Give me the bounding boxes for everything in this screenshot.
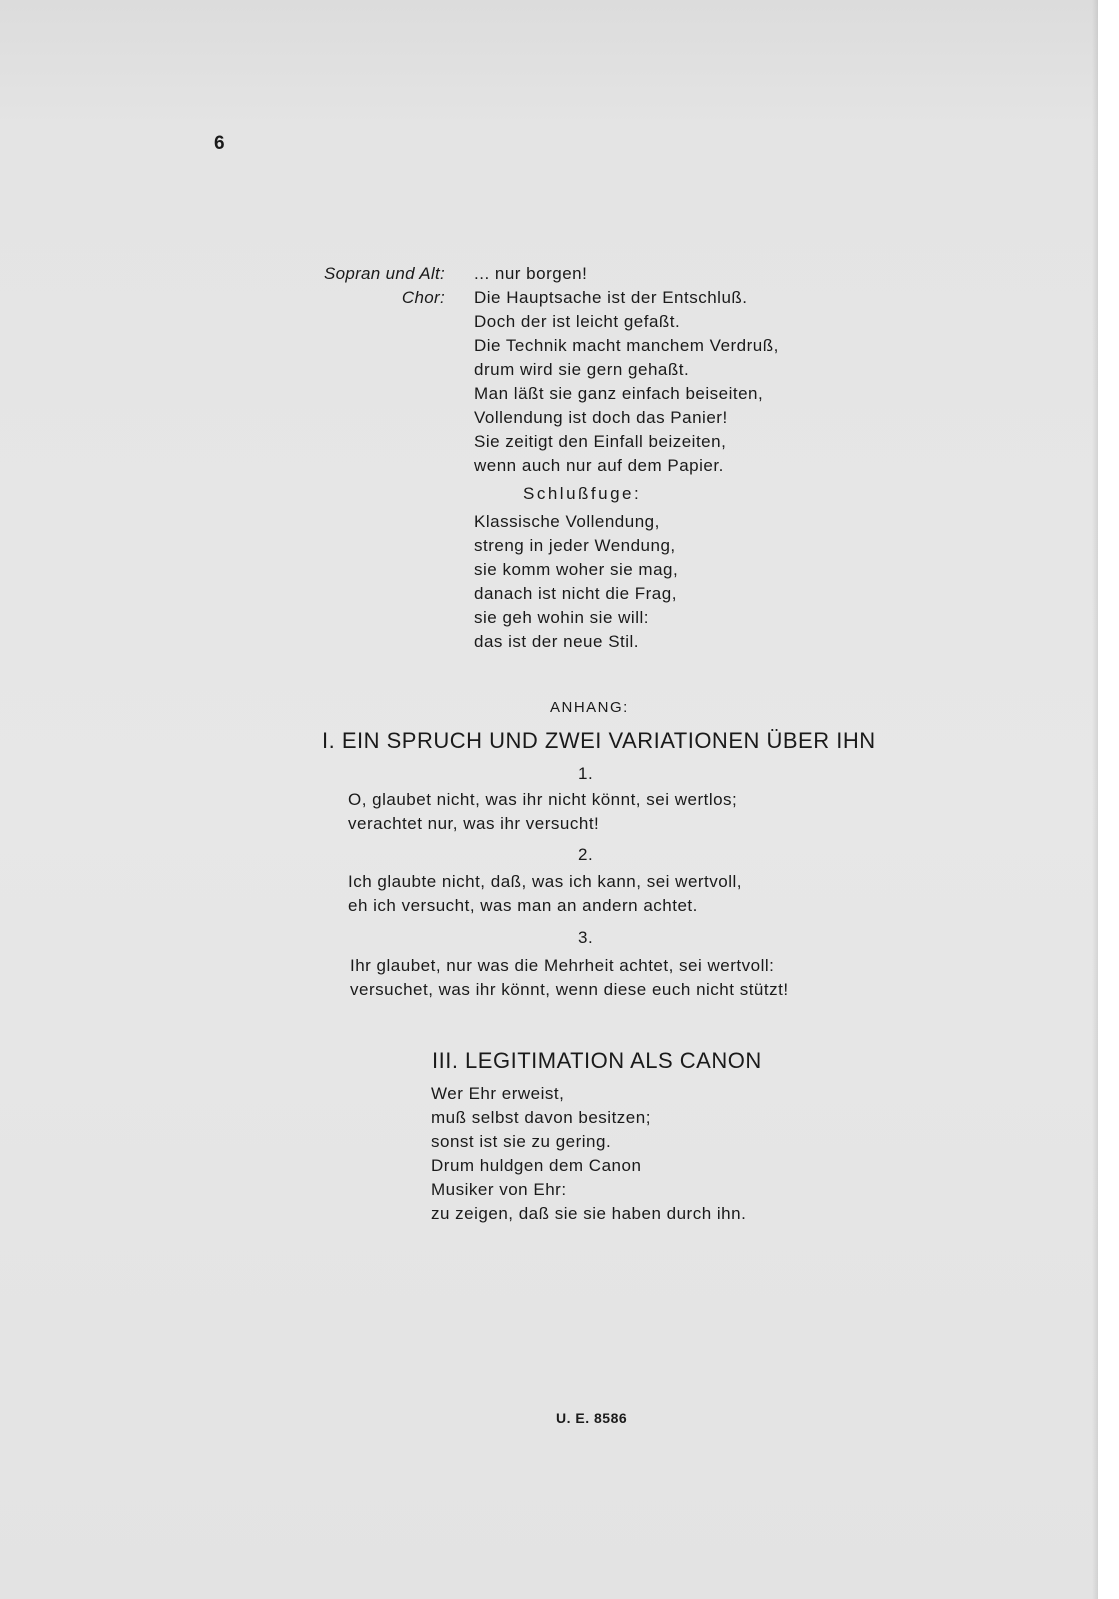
section-1-title: I. EIN SPRUCH UND ZWEI VARIATIONEN ÜBER IHN <box>322 728 876 753</box>
lyric-line: wenn auch nur auf dem Papier. <box>474 456 724 475</box>
verse-line: verachtet nur, was ihr versucht! <box>348 814 600 833</box>
canon-line: zu zeigen, daß sie sie haben durch ihn. <box>431 1204 747 1223</box>
lyric-line: Sie zeitigt den Einfall beizeiten, <box>474 432 727 451</box>
page-number: 6 <box>214 133 225 154</box>
verse-line: eh ich versucht, was man an andern achtet. <box>348 896 698 915</box>
verse-number: 2. <box>578 845 594 864</box>
canon-line: Wer Ehr erweist, <box>431 1084 565 1103</box>
lyric-line: Die Technik macht manchem Verdruß, <box>474 336 779 355</box>
canon-line: Musiker von Ehr: <box>431 1180 567 1199</box>
lyric-line: Klassische Vollendung, <box>474 512 660 531</box>
canon-line: muß selbst davon besitzen; <box>431 1108 651 1127</box>
lyric-line: Man läßt sie ganz einfach beiseiten, <box>474 384 764 403</box>
lyric-line: sie komm woher sie mag, <box>474 560 679 579</box>
lyric-line: das ist der neue Stil. <box>474 632 640 651</box>
speaker-chor: Chor: <box>401 288 445 307</box>
lyric-line: drum wird sie gern gehaßt. <box>474 360 690 379</box>
verse-line: Ich glaubte nicht, daß, was ich kann, sei wertvoll, <box>348 872 743 891</box>
anhang-label: ANHANG: <box>550 699 629 716</box>
verse-line: versuchet, was ihr könnt, wenn diese euch nicht stützt! <box>350 980 789 999</box>
lyric-line: Vollendung ist doch das Panier! <box>474 408 728 427</box>
lyric-line: Doch der ist leicht gefaßt. <box>474 312 681 331</box>
verse-number: 1. <box>578 764 594 783</box>
canon-line: sonst ist sie zu gering. <box>431 1132 612 1151</box>
speaker-sopran-alt: Sopran und Alt: <box>323 264 445 283</box>
verse-line: O, glaubet nicht, was ihr nicht könnt, sei wertlos; <box>348 790 738 809</box>
lyric-line: ... nur borgen! <box>474 264 588 283</box>
lyric-line: danach ist nicht die Frag, <box>474 584 677 603</box>
verse-line: Ihr glaubet, nur was die Mehrheit achtet, sei wertvoll: <box>350 956 775 975</box>
lyric-line: sie geh wohin sie will: <box>474 608 649 627</box>
schlussfuge-title: Schlußfuge: <box>523 484 642 503</box>
canon-line: Drum huldgen dem Canon <box>431 1156 642 1175</box>
section-3-title: III. LEGITIMATION ALS CANON <box>432 1048 762 1073</box>
lyric-line: Die Hauptsache ist der Entschluß. <box>474 288 748 307</box>
lyric-line: streng in jeder Wendung, <box>474 536 676 555</box>
verse-number: 3. <box>578 928 594 947</box>
footer-catalog-number: U. E. 8586 <box>556 1410 628 1426</box>
